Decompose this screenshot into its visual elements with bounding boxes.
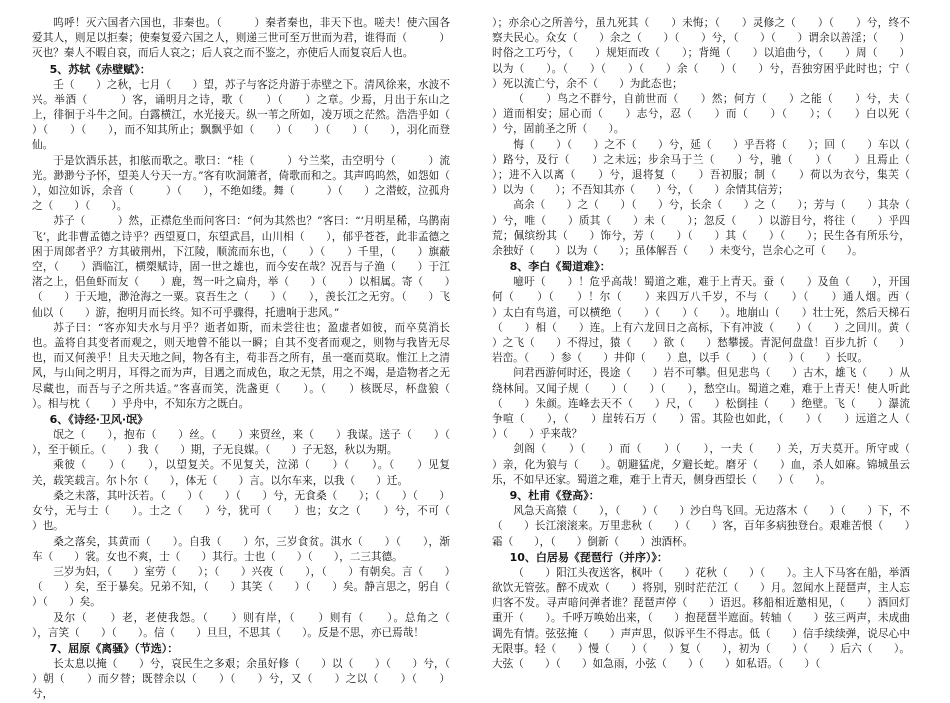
left-section-heading: 6、《诗经·卫风·氓》: [49, 413, 149, 427]
left-paragraph: 苏子（ ）然，正襟危坐而问客曰：“何为其然也？”客曰：“‘月明星稀，乌鹊南飞’，此非曹孟德之诗乎？西望夏口，东望武昌，山川相（ ），郁乎苍苍，此非孟德之困于周郎者乎？方其破荆州，下江陵，顺流而东也，（ ）（ ）千里，（ ）旗蔽空，（ ）酒临江，横槊赋诗，固一世之雄也，而今安在哉？况吾与子渔（ ）于江渚之上，侣鱼虾而友（ ）鹿，驾一叶之扁舟，举（ ）（ ）以相属。寄（ ）（ ）于天地，渺沧海之一粟。哀吾生之（ ）（ ），羡长江之无穷。（ ）飞仙以（ ）游，抱明月而长终。知不可乎骤得，托遗响于悲风。”: [32, 215, 450, 319]
left-paragraph: 苏子曰：“客亦知夫水与月乎？逝者如斯，而未尝往也；盈虚者如彼，而卒莫消长也。盖将自其变者而观之，则天地曾不能以一瞬；自其不变者而观之，则物与我皆无尽也，而又何羡乎！且夫天地之间，物各有主，苟非吾之所有，虽一毫而莫取。惟江上之清风，与山间之明月，耳得之而为声，目遇之而成色，取之无禁，用之不竭，是造物者之无尽藏也，而吾与子之所共适。”客喜而笑，洗盏更（ ）。（ ）核既尽，杯盘狼（ ）。相与枕（ ）乎舟中，不知东方之既白。: [32, 321, 482, 410]
left-paragraph: 呜呼！灭六国者六国也，非秦也。（ ）秦者秦也，非天下也。嗟夫！使六国各爱其人，则足以拒秦；使秦复爱六国之人，则递三世可至万世而为君，谁得而（ ）灭也？秦人不暇自哀，而后人哀之；后人哀之而不鉴之，亦使后人而复哀后人也。: [32, 17, 450, 60]
left-paragraph: 乘彼（ ）（ ），以望复关。不见复关，泣涕（ ）（ ）。（ ）见复关，载笑载言。尔卜尔（ ），体无（ ）言。以尔车来，以我（ ）迁。: [32, 459, 450, 487]
right-paragraph: （ ）鸟之不群兮，自前世而（ ）然；何方（ ）之能（ ）兮，夫（ ）道而相安；屈心而（ ）志兮，忍（ ）而（ ）（ ）；（ ）白以死（ ）兮，固前圣之所（ ）。: [492, 93, 932, 136]
right-column: [492, 16, 932, 672]
left-paragraph: 三岁为妇，（ ）室劳（ ）；（ ）兴夜（ ），（ ）有朝矣。言（ ）（ ）矣，至于暴矣。兄弟不知，（ ）其笑（ ）（ ）矣。静言思之，躬自（ ）（ ）矣。: [32, 565, 472, 609]
left-paragraph: 桑之未落，其叶沃若。（ ）（ ）（ ）兮，无食桑（ ）；（ ）（ ）女兮，无与士（ ）。士之（ ）兮，犹可（ ）也；女之（ ）兮，不可（ ）也。: [32, 489, 472, 533]
left-paragraph: 壬（ ）之秋，七月（ ）望，苏子与客泛舟游于赤壁之下。清风徐来，水波不兴。举酒（ ）客，诵明月之诗，歌（ ）（ ）之章。少焉，月出于东山之上，徘徊于斗牛之间。白露横江，水光接天。纵一苇之所如，凌万顷之茫然。浩浩乎如（ ）（ ）（ ），而不知其所止；飘飘乎如（ ）（ ）（ ）（ ），羽化而登仙。: [32, 78, 482, 152]
left-paragraph: 氓之（ ），抱布（ ）丝。（ ）来贸丝，来（ ）我谋。送子（ ）（ ），至于顿丘。（ ）我（ ）期，子无良媒。（ ）子无怒，秋以为期。: [32, 429, 472, 457]
right-paragraph: ）；亦余心之所善兮，虽九死其（ ）未悔；（ ）灵修之（ ）（ ）兮，终不察夫民心。众女（ ）余之（ ）（ ）兮，（ ）（ ）谓余以善淫；（ ）时俗之工巧兮，（ ）规矩而改（ ）；背绳（ ）以追曲兮，（ ）周（ ）以为（ ）。（ ）（ ）（ ）余（ ）（ ）兮，吾独穷困乎此时也；宁（ ）死以流亡兮，余不（ ）为此态也；: [492, 17, 932, 90]
left-paragraph: 于是饮酒乐甚，扣舷而歌之。歌曰：“桂（ ）兮兰桨，击空明兮（ ）流光。渺渺兮予怀，望美人兮天一方。”客有吹洞箫者，倚歌而和之。其声呜呜然，如怨如（ ），如泣如诉，余音（ ）（ ），不绝如缕。舞（ ）（ ）之潜蛟，泣孤舟之（ ）（ ）。: [32, 154, 472, 213]
left-paragraph: 及尔（ ）老，老使我怨。（ ）则有岸，（ ）则有（ ）。总角之（ ），言笑（ ）（ ）。信（ ）旦旦，不思其（ ）。反是不思，亦已焉哉！: [32, 611, 472, 639]
right-paragraph: 悔（ ）（ ）之不（ ）兮，延（ ）乎吾将（ ）；回（ ）车以（ ）路兮，及行（ ）之未远；步余马于兰（ ）兮，驰（ ）（ ）且焉止（ ）；进不入以离（ ）兮，退将复（ ）吾初服；制（ ）荷以为衣兮，集芙（ ）以为（ ）；不吾知其亦（ ）兮，（ ）余情其信芳；: [492, 138, 932, 197]
right-paragraph: 风急天高猿（ ），（ ）（ ）沙白鸟飞回。无边落木（ ）（ ）下，不（ ）长江滚滚来。万里悲秋（ ）（ ）客，百年多病独登台。艰难苦恨（ ）霜（ ），（ ）倒新（ ）浊酒杯。: [492, 505, 910, 548]
left-column: [32, 16, 482, 703]
right-paragraph: 高余（ ）之（ ）（ ）兮，长余（ ）之（ ）；芳与（ ）其杂（ ）兮，唯（ ）质其（ ）未（ ）；忽反（ ）以游目兮，将往（ ）乎四荒；佩缤纷其（ ）饰兮，芳（ ）（ ）其（ ）（ ）；民生各有所乐兮，余独好（ ）以为（ ）；虽体解吾（ ）未变兮，岂余心之可（ ）。: [492, 199, 932, 258]
right-paragraph: （ ）阳江头夜送客，枫叶（ ）花秋（ ）（ ）。主人下马客在船，举酒欲饮无管弦。醉不成欢（ ）将别，别时茫茫江（ ）月。忽闻水上琵琶声，主人忘归客不发。寻声暗问弹者谁？琵琶声停（ ）语迟。移船相近邀相见，（ ）酒回灯重开（ ）。千呼万唤始出来，（ ）抱琵琶半遮面。转轴（ ）弦三两声，未成曲调先有情。弦弦掩（ ）声声思，似诉平生不得志。低（ ）信手续续弹，说尽心中无限事。轻（ ）慢（ ）（ ）复（ ），初为（ ）（ ）后六（ ）。大弦（ ）（ ）如急雨，小弦（ ）（ ）如私语。（ ）（: [492, 566, 910, 670]
left-paragraph: 桑之落矣，其黄而（ ）。自我（ ）尔，三岁食贫。淇水（ ）（ ），渐车（ ）裳。女也不爽，士（ ）其行。士也（ ）（ ），二三其德。: [32, 535, 450, 563]
right-section-heading: 9、杜甫《登高》：: [509, 489, 600, 503]
right-section-heading: 8、李白《蜀道难》：: [509, 260, 611, 274]
right-paragraph: 剑阁（ ）（ ）而（ ）（ ），一夫（ ）关，万夫莫开。所守或（ ）亲，化为狼与（ ）。朝避猛虎，夕避长蛇。磨牙（ ）血，杀人如麻。锦城虽云乐，不如早还家。蜀道之难，难于上青天，侧身西望长（ ）（ ）。: [492, 443, 932, 486]
left-section-heading: 5、苏轼《赤壁赋》：: [49, 62, 151, 76]
right-paragraph: 噫吁（ ）！危乎高哉！蜀道之难，难于上青天。蚕（ ）及鱼（ ），开国何（ ）（ ）！尔（ ）来四万八千岁，不与（ ）（ ）通人烟。西（ ）太白有鸟道，可以横绝（ ）（ ）（ ）。地崩山（ ）壮士死，然后天梯石（ ）相（ ）连。上有六龙回日之高标，下有冲波（ ）（ ）之回川。黄（ ）之飞（ ）不得过，猿（ ）欲（ ）愁攀援。青泥何盘盘！百步九折（ ）岩峦。（ ）参（ ）井仰（ ）息，以手（ ）（ ）（ ）长叹。: [492, 276, 932, 365]
right-paragraph: 问君西游何时还，畏途（ ）岩不可攀。但见悲鸟（ ）古木，雄飞（ ）从绕林间。又闻子规（ ）（ ）（ ），愁空山。蜀道之难，难于上青天！使人听此（ ）朱颜。连峰去天不（ ）尺，（ ）松倒挂（ ）绝壁。飞（ ）瀑流争喧（ ），（ ）崖转石万（ ）雷。其险也如此，（ ）（ ）远道之人（ ）（ ）乎来哉？: [492, 367, 932, 441]
left-section-heading: 7、屈原《离骚》（节选）：: [49, 641, 179, 655]
right-section-heading: 10、白居易《琵琶行（并序）》：: [509, 550, 668, 564]
left-paragraph: 长太息以掩（ ）兮，哀民生之多艰；余虽好修（ ）以（ ）（ ）兮，（ ）朝（ ）而夕替；既替余以（ ）（ ）兮，又（ ）之以（ ）（ ）兮，: [32, 657, 472, 701]
